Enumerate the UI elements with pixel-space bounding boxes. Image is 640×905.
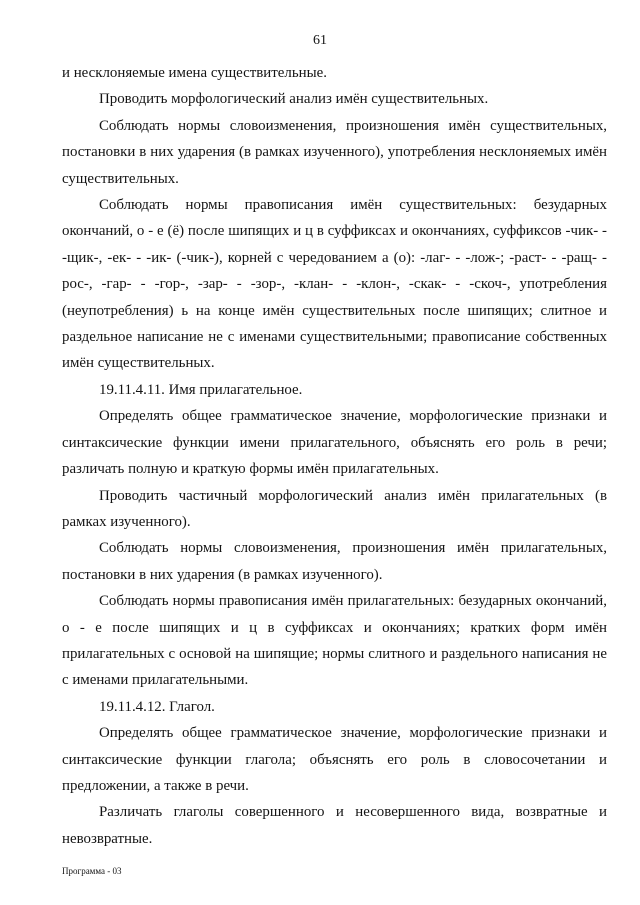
paragraph: Соблюдать нормы словоизменения, произношения имён существительных, постановки в них ударения (в рамках изученного), употребления несклоняемых имён существительных.	[62, 117, 607, 187]
paragraph: Проводить морфологический анализ имён существительных.	[99, 91, 489, 108]
paragraph: Соблюдать нормы правописания имён существительных: безударных окончаний, о - е (ё) после шипящих и ц в суффиксах и окончаниях, суффиксов -чик- - -щик-, -ек- - -ик- (-чик-), корней с чередованием а (о): -лаг- - -лож-; -раст- - -ращ- - рос-, -гар- - -гор-, -зар- - -зор-, -клан- - -клон-, -скак- - -скоч-, употребления (неупотребления) ь на конце имён существительных после шипящих; слитное и раздельное написание не с именами существительными; правописание собственных имён существительных.	[62, 197, 607, 372]
page-number: 61	[313, 33, 327, 48]
paragraph: и несклоняемые имена существительные.	[62, 65, 327, 81]
paragraph: Различать глаголы совершенного и несовершенного вида, возвратные и невозвратные.	[62, 804, 607, 847]
paragraph: Соблюдать нормы правописания имён прилагательных: безударных окончаний, о - е после шипящих и ц в суффиксах и окончаниях; кратких форм имён прилагательных с основой на шипящие; нормы слитного и раздельного написания не с именами прилагательными.	[62, 593, 607, 689]
footer-label: Программа - 03	[62, 866, 122, 876]
paragraph: Проводить частичный морфологический анализ имён прилагательных (в рамках изученного).	[62, 487, 607, 530]
body-text	[62, 60, 607, 852]
paragraph: Определять общее грамматическое значение, морфологические признаки и синтаксические функции имени прилагательного, объяснять его роль в речи; различать полную и краткую формы имён прилагательных.	[62, 408, 607, 478]
paragraph: Соблюдать нормы словоизменения, произношения имён прилагательных, постановки в них ударения (в рамках изученного).	[62, 540, 607, 583]
section-heading: 19.11.4.12. Глагол.	[99, 698, 215, 715]
paragraph: Определять общее грамматическое значение, морфологические признаки и синтаксические функции глагола; объяснять его роль в словосочетании и предложении, а также в речи.	[62, 725, 607, 794]
section-heading: 19.11.4.11. Имя прилагательное.	[99, 381, 303, 398]
